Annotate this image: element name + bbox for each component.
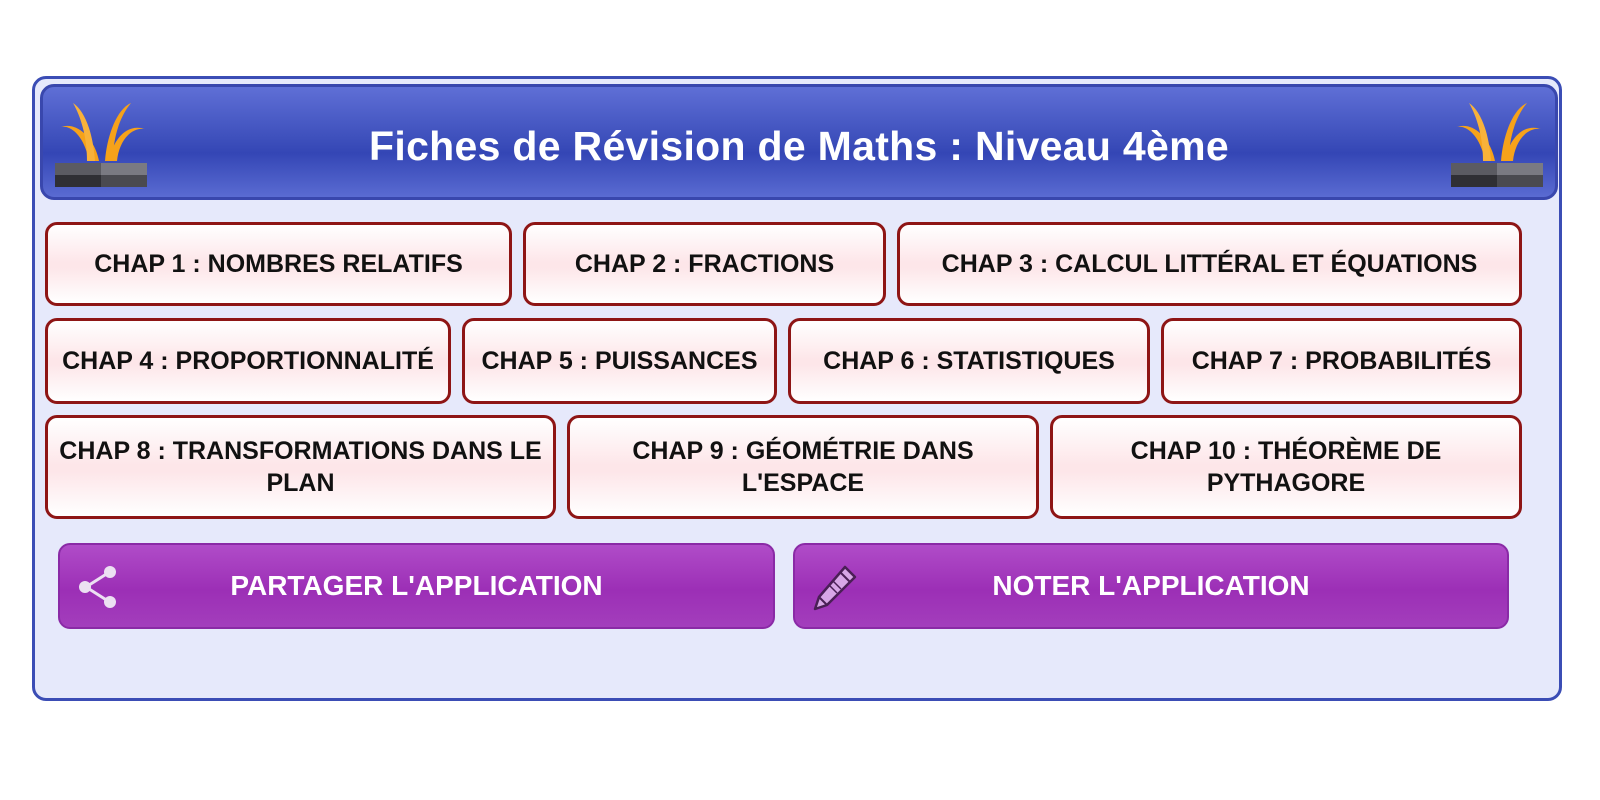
- chapter-3-button[interactable]: CHAP 3 : CALCUL LITTÉRAL ET ÉQUATIONS: [897, 222, 1522, 306]
- pencil-icon: [809, 563, 859, 613]
- chapter-10-button[interactable]: CHAP 10 : THÉORÈME DE PYTHAGORE: [1050, 415, 1522, 519]
- rate-app-label: NOTER L'APPLICATION: [992, 570, 1310, 601]
- app-header: [40, 84, 1558, 200]
- chapter-5-button[interactable]: CHAP 5 : PUISSANCES: [462, 318, 777, 404]
- share-icon: [74, 563, 124, 613]
- chapter-7-button[interactable]: CHAP 7 : PROBABILITÉS: [1161, 318, 1522, 404]
- chapter-9-button[interactable]: CHAP 9 : GÉOMÉTRIE DANS L'ESPACE: [567, 415, 1039, 519]
- share-app-button[interactable]: [58, 543, 775, 629]
- rate-app-button[interactable]: [793, 543, 1509, 629]
- chapter-1-button[interactable]: CHAP 1 : NOMBRES RELATIFS: [45, 222, 512, 306]
- chapter-4-button[interactable]: CHAP 4 : PROPORTIONNALITÉ: [45, 318, 451, 404]
- share-app-label: PARTAGER L'APPLICATION: [230, 570, 603, 601]
- chapter-6-button[interactable]: CHAP 6 : STATISTIQUES: [788, 318, 1150, 404]
- fountain-logo-icon: [1451, 99, 1543, 191]
- page-title: Fiches de Révision de Maths : Niveau 4ème: [369, 123, 1229, 169]
- chapter-2-button[interactable]: CHAP 2 : FRACTIONS: [523, 222, 886, 306]
- chapter-8-button[interactable]: CHAP 8 : TRANSFORMATIONS DANS LE PLAN: [45, 415, 556, 519]
